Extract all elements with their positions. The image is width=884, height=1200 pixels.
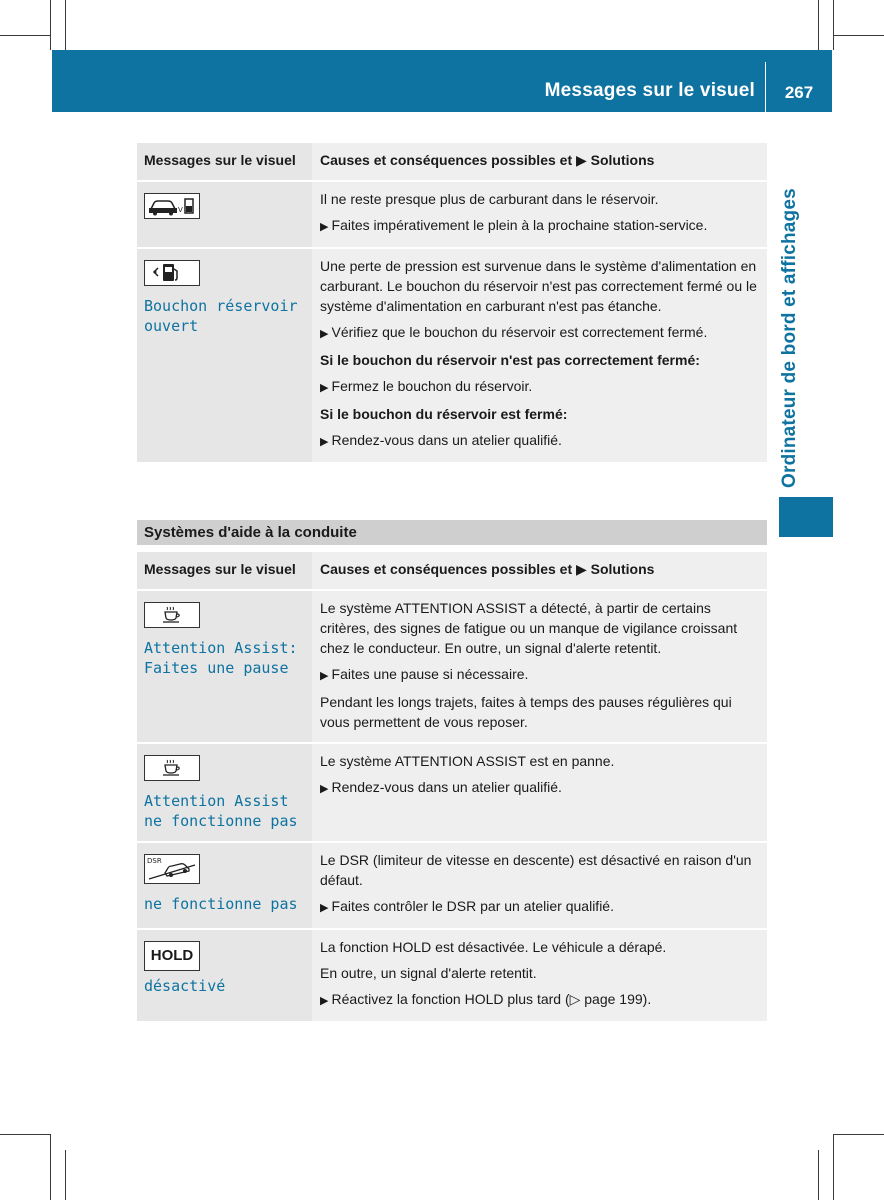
crop-mark xyxy=(50,0,51,50)
page-header-title: Messages sur le visuel xyxy=(544,80,755,101)
message-cell xyxy=(137,591,312,742)
table-header-row xyxy=(137,552,767,589)
coffee-cup-icon xyxy=(144,602,200,628)
message-cell xyxy=(137,843,312,928)
cause-text: Il ne reste presque plus de carburant dans le réservoir. xyxy=(320,191,659,207)
action-text: ▶ Faites contrôler le DSR par un atelier qualifié. xyxy=(320,896,761,918)
header-col-messages: Messages sur le visuel xyxy=(137,552,312,589)
message-cell xyxy=(137,249,312,462)
header-col-causes: Causes et conséquences possibles et ▶ Solutions xyxy=(312,552,767,589)
table-row xyxy=(137,930,767,1021)
low-fuel-icon xyxy=(144,193,200,219)
header-col-messages: Messages sur le visuel xyxy=(137,143,312,180)
message-cell xyxy=(137,930,312,1021)
cause-text: Le système ATTENTION ASSIST a détecté, à partir de certains critères, des signes de fatigue ou un manque de vigilance croissant chez le conducteur. En outre, un signal d'alerte retentit. xyxy=(320,600,738,656)
display-message: Bouchon réservoir ouvert xyxy=(144,297,298,335)
hold-icon: HOLD xyxy=(144,941,200,971)
crop-mark xyxy=(833,0,834,50)
crop-mark xyxy=(0,35,50,36)
crop-mark xyxy=(834,1134,884,1135)
dsr-icon-label: DSR xyxy=(147,857,162,865)
cause-cell xyxy=(312,930,767,1021)
crop-mark xyxy=(834,35,884,36)
action-text: ▶ Réactivez la fonction HOLD plus tard (▷ page 199). xyxy=(320,989,761,1011)
fuel-cap-icon xyxy=(144,260,200,286)
cause-cell xyxy=(312,591,767,742)
display-message: Attention Assist: Faites une pause xyxy=(144,639,298,677)
cause-text: Le DSR (limiteur de vitesse en descente) est désactivé en raison d'un défaut. xyxy=(320,852,752,888)
note-text: Pendant les longs trajets, faites à temps des pauses régulières qui vous permettent de vous reposer. xyxy=(320,694,732,730)
action-text: ▶ Vérifiez que le bouchon du réservoir est correctement fermé. xyxy=(320,322,761,344)
table-row xyxy=(137,843,767,928)
display-message: Attention Assist ne fonctionne pas xyxy=(144,792,298,830)
dsr-icon xyxy=(144,854,200,884)
header-col-causes: Causes et conséquences possibles et ▶ Solutions xyxy=(312,143,767,180)
cause-cell xyxy=(312,744,767,841)
crop-mark xyxy=(65,1150,66,1200)
action-text: ▶ Rendez-vous dans un atelier qualifié. xyxy=(320,777,761,799)
action-text: ▶ Fermez le bouchon du réservoir. xyxy=(320,376,761,398)
crop-mark xyxy=(50,1134,51,1200)
message-cell xyxy=(137,182,312,247)
condition-text: Si le bouchon du réservoir n'est pas correctement fermé: xyxy=(320,352,700,368)
messages-table-driving-assist xyxy=(137,550,767,1023)
action-text: ▶ Faites impérativement le plein à la prochaine station-service. xyxy=(320,215,761,237)
section-title: Systèmes d'aide à la conduite xyxy=(137,520,767,545)
crop-mark xyxy=(65,0,66,50)
cause-cell xyxy=(312,249,767,462)
svg-text:V: V xyxy=(178,206,183,214)
message-cell xyxy=(137,744,312,841)
condition-text: Si le bouchon du réservoir est fermé: xyxy=(320,406,568,422)
crop-mark xyxy=(0,1134,50,1135)
action-text: ▶ Rendez-vous dans un atelier qualifié. xyxy=(320,430,761,452)
action-text: ▶ Faites une pause si nécessaire. xyxy=(320,664,761,686)
display-message: ne fonctionne pas xyxy=(144,895,298,913)
display-message: désactivé xyxy=(144,977,226,995)
table-header-row xyxy=(137,143,767,180)
chapter-side-label: Ordinateur de bord et affichages xyxy=(779,188,800,488)
cause-text: Le système ATTENTION ASSIST est en panne. xyxy=(320,753,615,769)
cause-text: La fonction HOLD est désactivée. Le véhicule a dérapé. xyxy=(320,939,667,955)
table-row xyxy=(137,744,767,841)
chapter-tab-block xyxy=(779,497,833,537)
table-row xyxy=(137,182,767,247)
messages-table-fuel xyxy=(137,141,767,464)
crop-mark xyxy=(833,1134,834,1200)
cause-cell xyxy=(312,843,767,928)
coffee-cup-icon xyxy=(144,755,200,781)
table-row xyxy=(137,591,767,742)
crop-mark xyxy=(818,1150,819,1200)
page-number: 267 xyxy=(784,83,814,102)
table-row xyxy=(137,249,767,462)
crop-mark xyxy=(818,0,819,50)
note-text: En outre, un signal d'alerte retentit. xyxy=(320,965,537,981)
cause-text: Une perte de pression est survenue dans le système d'alimentation en carburant. Le bouchon du réservoir n'est pas correctement fermé ou le système d'alimentation en carburant n'est pas étanche. xyxy=(320,258,757,314)
cause-cell xyxy=(312,182,767,247)
